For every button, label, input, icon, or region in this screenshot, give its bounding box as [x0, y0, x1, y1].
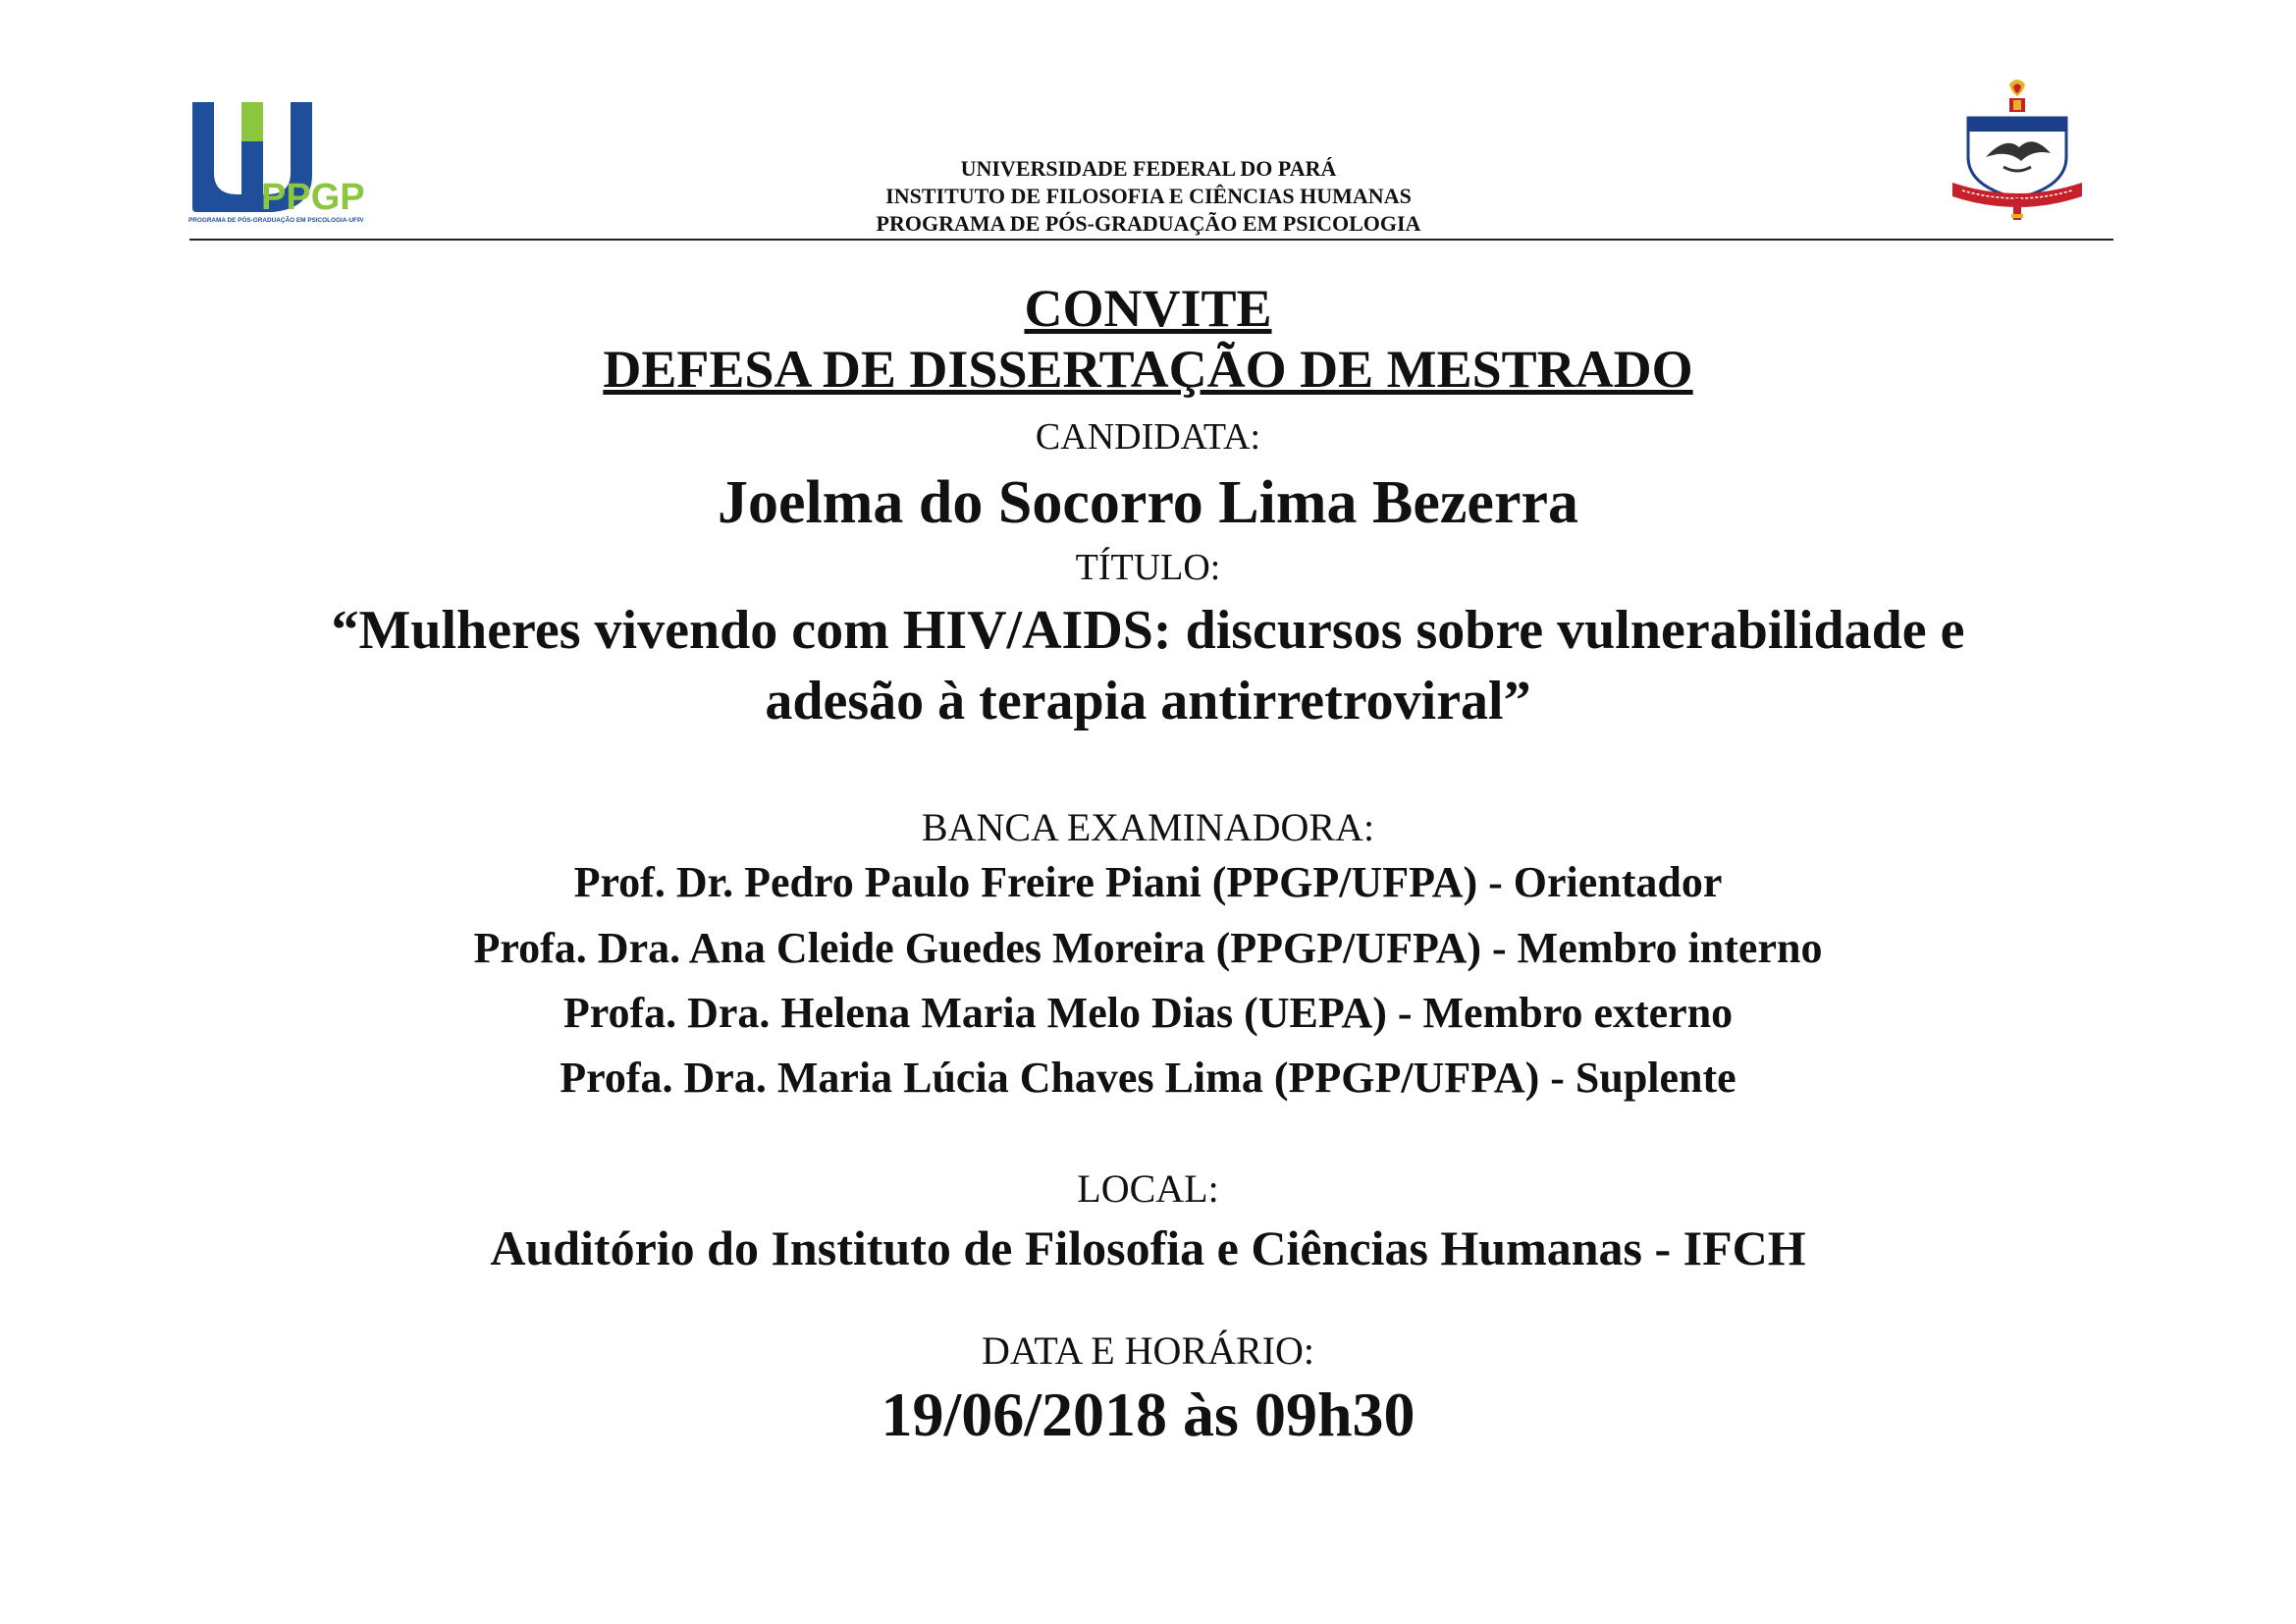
header-divider — [189, 239, 2113, 241]
thesis-title-line: adesão à terapia antirretroviral” — [765, 671, 1531, 731]
committee-member: Profa. Dra. Helena Maria Melo Dias (UEPA) - Membro externo — [562, 989, 1734, 1037]
ppgp-logo-text: PPGP — [261, 177, 363, 218]
ppgp-logo — [187, 96, 363, 224]
university-header — [687, 155, 1610, 238]
committee-member: Profa. Dra. Ana Cleide Guedes Moreira (PPGP/UFPA) - Membro interno — [473, 924, 1823, 972]
committee-member: Profa. Dra. Maria Lúcia Chaves Lima (PPGP/UFPA) - Suplente — [560, 1054, 1736, 1102]
committee-member: Prof. Dr. Pedro Paulo Freire Piani (PPGP/UFPA) - Orientador — [573, 858, 1723, 906]
thesis-title — [0, 595, 2296, 736]
datetime: 19/06/2018 às 09h30 — [881, 1380, 1415, 1449]
datetime-label: DATA E HORÁRIO: — [981, 1328, 1315, 1373]
university-name: UNIVERSIDADE FEDERAL DO PARÁ — [960, 156, 1337, 181]
program-name: PROGRAMA DE PÓS-GRADUAÇÃO EM PSICOLOGIA — [876, 211, 1421, 236]
title-label: TÍTULO: — [1075, 547, 1221, 588]
invitation-heading: CONVITE — [1024, 279, 1272, 338]
location-label: LOCAL: — [1077, 1166, 1219, 1211]
defense-heading: DEFESA DE DISSERTAÇÃO DE MESTRADO — [603, 340, 1693, 399]
candidate-name: Joelma do Socorro Lima Bezerra — [718, 469, 1578, 536]
ppgp-logo-caption: PROGRAMA DE PÓS-GRADUAÇÃO EM PSICOLOGIA-UFPA — [188, 217, 363, 224]
candidate-label: CANDIDATA: — [1035, 416, 1261, 458]
ufpa-crest — [1949, 77, 2086, 224]
thesis-title-line: “Mulheres vivendo com HIV/AIDS: discursos sobre vulnerabilidade e — [331, 600, 1965, 661]
institute-name: INSTITUTO DE FILOSOFIA E CIÊNCIAS HUMANAS — [885, 184, 1412, 208]
committee-label: BANCA EXAMINADORA: — [921, 805, 1375, 849]
location: Auditório do Instituto de Filosofia e Ciências Humanas - IFCH — [490, 1220, 1806, 1275]
